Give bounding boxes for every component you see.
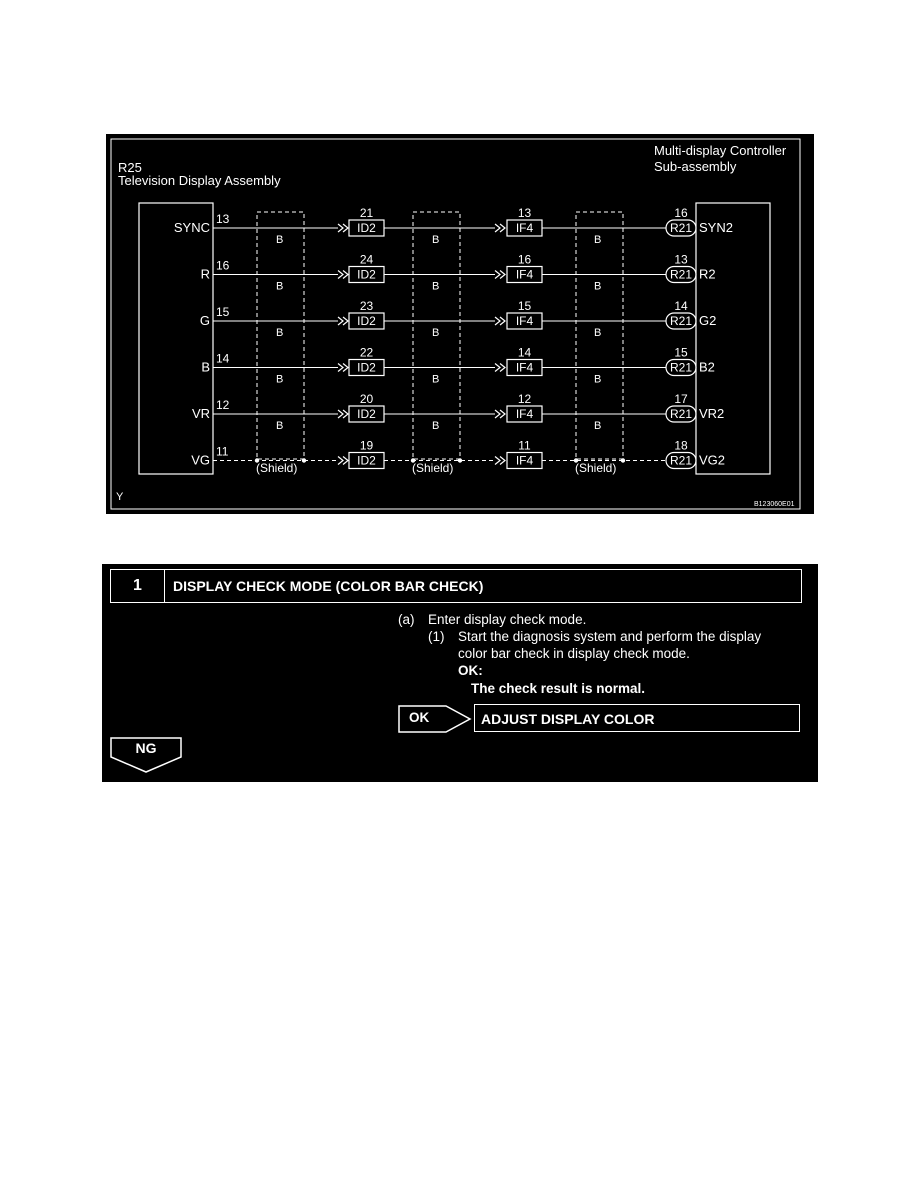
- left-pin-number: 16: [216, 258, 230, 273]
- shield-label-2: (Shield): [412, 461, 454, 475]
- right-terminal-label: R2: [699, 266, 716, 282]
- if4-pin-number: 11: [518, 438, 531, 453]
- left-terminal-label: VG: [191, 452, 210, 468]
- id2-connector-label: ID2: [357, 221, 376, 235]
- instruction-1-line2: color bar check in display check mode.: [458, 646, 690, 661]
- id2-connector-label: ID2: [357, 314, 376, 328]
- corner-mark: Y: [116, 491, 124, 503]
- r21-connector-label: R21: [669, 267, 693, 282]
- step-number: 1: [111, 570, 165, 602]
- id2-connector-label: ID2: [357, 360, 376, 375]
- right-terminal-label: VG2: [699, 452, 726, 468]
- id2-connector-label: ID2: [357, 453, 376, 468]
- instruction-1-line1: Start the diagnosis system and perform the display: [458, 629, 762, 644]
- wire-color-label: B: [276, 420, 284, 432]
- ok-heading: OK:: [458, 663, 483, 678]
- wire-color-label: B: [432, 420, 440, 432]
- step-title: DISPLAY CHECK MODE (COLOR BAR CHECK): [173, 578, 484, 594]
- id2-connector-label: ID2: [357, 407, 376, 421]
- id2-pin-number: 21: [359, 206, 374, 220]
- if4-pin-number: 16: [517, 252, 532, 267]
- id2-pin-number: 19: [359, 438, 374, 453]
- shield-ground-dot: [302, 458, 306, 462]
- right-terminal-label: VR2: [699, 406, 725, 421]
- wiring-diagram: [106, 134, 814, 514]
- if4-pin-number: 15: [517, 299, 532, 313]
- diagnostic-step-panel: [102, 564, 818, 782]
- step-header: [110, 569, 802, 603]
- ng-label: NG: [135, 740, 157, 756]
- wire-color-label: B: [432, 327, 440, 339]
- r21-connector-label: R21: [669, 360, 693, 375]
- right-terminal-label: B2: [699, 359, 715, 375]
- if4-connector-label: IF4: [515, 267, 534, 282]
- shield-ground-dot: [621, 458, 625, 462]
- wire-color-label: B: [594, 280, 602, 293]
- wire-color-label: B: [276, 373, 284, 386]
- left-pin-number: 11: [216, 444, 229, 459]
- left-terminal-label: B: [201, 359, 210, 375]
- left-pin-number: 12: [216, 398, 230, 412]
- id2-pin-number: 23: [359, 299, 374, 313]
- right-terminal-label: G2: [699, 313, 717, 328]
- right-component-name-line2: Sub-assembly: [654, 159, 737, 174]
- wire-color-label: B: [276, 327, 284, 339]
- r21-pin-number: 13: [674, 252, 688, 267]
- r21-pin-number: 18: [674, 438, 688, 453]
- wire-color-label: B: [432, 280, 440, 293]
- if4-connector-label: IF4: [515, 221, 534, 235]
- if4-pin-number: 13: [517, 206, 532, 220]
- r21-pin-number: 14: [674, 299, 688, 313]
- if4-pin-number: 12: [517, 392, 532, 406]
- id2-pin-number: 24: [359, 252, 374, 267]
- if4-connector-label: IF4: [515, 407, 534, 421]
- shield-ground-dot: [458, 458, 462, 462]
- r21-pin-number: 17: [674, 392, 688, 406]
- r21-pin-number: 15: [674, 345, 688, 360]
- instruction-a-marker: (a): [398, 612, 415, 627]
- r21-pin-number: 16: [674, 206, 688, 220]
- if4-connector-label: IF4: [515, 453, 534, 468]
- wire-color-label: B: [594, 327, 602, 339]
- wire-color-label: B: [594, 234, 602, 246]
- r21-connector-label: R21: [669, 314, 693, 328]
- wire-color-label: B: [432, 373, 440, 386]
- r21-connector-label: R21: [669, 407, 693, 421]
- wire-color-label: B: [594, 373, 602, 386]
- left-terminal-label: G: [199, 313, 210, 328]
- left-pin-number: 13: [216, 212, 230, 226]
- figure-id: B123060E01: [754, 501, 795, 508]
- right-component-name-line1: Multi-display Controller: [654, 143, 787, 158]
- shield-label-1: (Shield): [256, 461, 298, 475]
- wire-color-label: B: [432, 234, 440, 246]
- if4-pin-number: 14: [517, 345, 532, 360]
- instruction-1-marker: (1): [428, 629, 445, 644]
- left-terminal-label: SYNC: [173, 220, 210, 235]
- wire-color-label: B: [276, 234, 284, 246]
- wire-color-label: B: [276, 280, 284, 293]
- left-terminal-label: R: [200, 266, 210, 282]
- if4-connector-label: IF4: [515, 360, 534, 375]
- r21-connector-label: R21: [669, 221, 693, 235]
- right-terminal-label: SYN2: [699, 220, 733, 235]
- wire-color-label: B: [594, 420, 602, 432]
- left-pin-number: 15: [216, 305, 230, 319]
- id2-connector-label: ID2: [357, 267, 376, 282]
- ok-label: OK: [409, 710, 430, 725]
- left-pin-number: 14: [216, 351, 230, 366]
- id2-pin-number: 20: [359, 392, 374, 406]
- shield-label-3: (Shield): [575, 461, 617, 475]
- ok-result: The check result is normal.: [471, 681, 646, 696]
- instruction-a-text: Enter display check mode.: [428, 612, 587, 627]
- left-component-name: Television Display Assembly: [118, 173, 281, 188]
- ok-action-box: ADJUST DISPLAY COLOR: [474, 704, 800, 732]
- r21-connector-label: R21: [669, 453, 693, 468]
- id2-pin-number: 22: [359, 345, 374, 360]
- left-terminal-label: VR: [191, 406, 210, 421]
- left-component-code: R25: [118, 160, 142, 175]
- if4-connector-label: IF4: [515, 314, 534, 328]
